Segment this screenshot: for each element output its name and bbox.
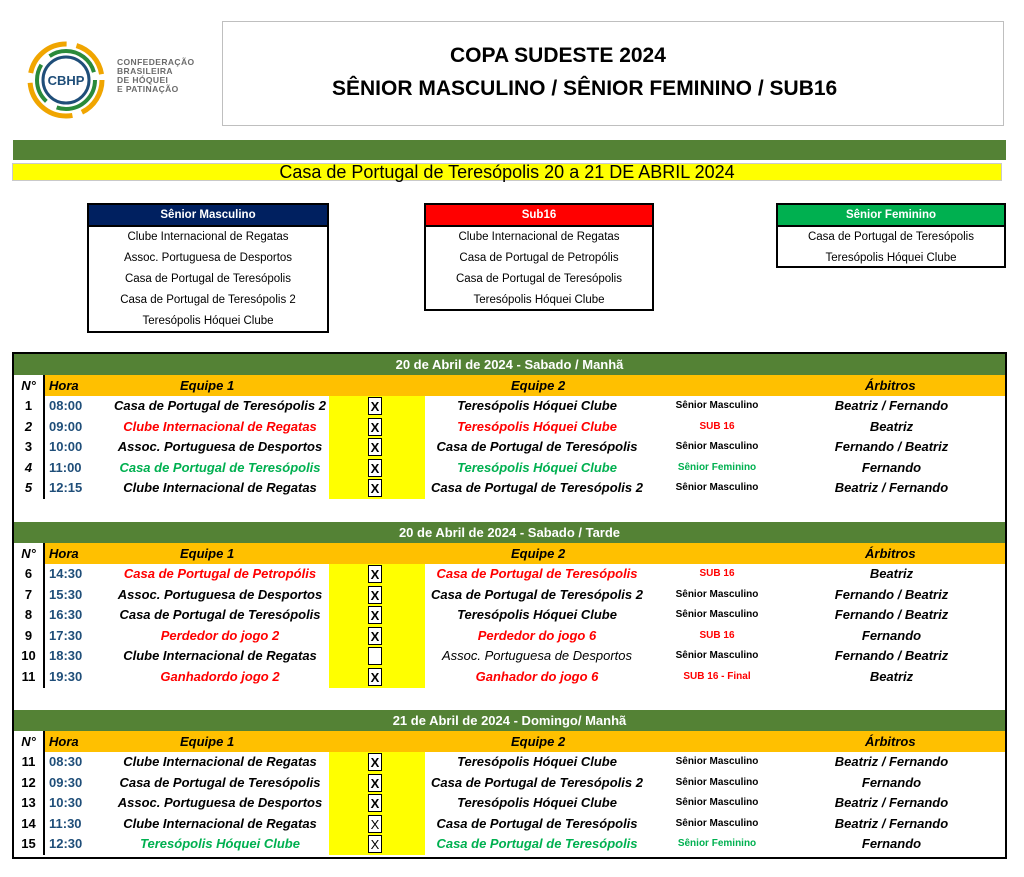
- column-no-header: N°: [14, 731, 45, 752]
- versus-mark: X: [368, 397, 382, 415]
- game-referees: Beatriz / Fernando: [834, 398, 949, 413]
- versus-mark: X: [368, 459, 382, 477]
- category-senior-masculino: [87, 203, 329, 333]
- logo-text: CONFEDERAÇÃO BRASILEIRA DE HÓQUEI E PATINAÇÃO: [117, 57, 195, 94]
- title-box: [222, 21, 1004, 126]
- game-category: Sênior Masculino: [675, 609, 759, 621]
- game-referees: Beatriz / Fernando: [834, 795, 949, 811]
- game-referees: Beatriz: [869, 566, 914, 581]
- game-time: 08:00: [49, 398, 83, 413]
- game-number: 8: [14, 605, 45, 626]
- section-header: 20 de Abril de 2024 - Sabado / Manhã: [14, 354, 1005, 375]
- game-time: 16:30: [49, 607, 83, 623]
- game-referees: Fernando / Beatriz: [834, 607, 949, 623]
- versus-mark: X: [368, 668, 382, 686]
- category-title: Sênior Masculino: [89, 205, 327, 227]
- game-row: [14, 834, 1005, 855]
- game-time: 19:30: [49, 669, 83, 684]
- game-number: 10: [14, 646, 45, 667]
- column-header-row: [14, 731, 1005, 752]
- category-senior-feminino: [776, 203, 1006, 268]
- game-time: 14:30: [49, 566, 83, 581]
- category-title: Sênior Feminino: [778, 205, 1004, 227]
- game-row: [14, 585, 1005, 606]
- game-time: 11:00: [49, 459, 82, 475]
- team1-name: Casa de Portugal de Teresópolis: [119, 459, 321, 475]
- game-category: Sênior Feminino: [677, 838, 757, 850]
- team2-name: Assoc. Portuguesa de Desportos: [441, 648, 633, 664]
- column-header-row: [14, 543, 1005, 564]
- team2-name: Casa de Portugal de Teresópolis 2: [431, 586, 643, 602]
- column-team1-header: Equipe 1: [180, 378, 235, 393]
- team2-name: Casa de Portugal de Teresópolis: [436, 815, 638, 831]
- game-number: 9: [14, 626, 45, 647]
- team1-name: Teresópolis Hóquei Clube: [140, 836, 300, 852]
- versus-mark: X: [368, 565, 382, 583]
- game-category: Sênior Masculino: [675, 588, 759, 600]
- game-category: SUB 16: [699, 629, 735, 641]
- column-referees-header: Árbitros: [865, 734, 916, 749]
- page-subtitle: SÊNIOR MASCULINO / SÊNIOR FEMININO / SUB16: [332, 77, 838, 100]
- team2-name: Perdedor do jogo 6: [477, 627, 597, 643]
- team2-name: Teresópolis Hóquei Clube: [457, 459, 617, 475]
- game-category: Sênior Masculino: [675, 400, 759, 411]
- section-header: 21 de Abril de 2024 - Domingo/ Manhã: [14, 710, 1005, 731]
- team2-name: Teresópolis Hóquei Clube: [457, 607, 617, 623]
- game-row: [14, 646, 1005, 667]
- versus-mark: X: [368, 586, 382, 604]
- game-referees: Fernando / Beatriz: [834, 648, 949, 664]
- team1-name: Clube Internacional de Regatas: [123, 480, 317, 496]
- column-time-header: Hora: [49, 546, 79, 561]
- team2-name: Casa de Portugal de Teresópolis: [436, 439, 638, 455]
- game-row: [14, 396, 1005, 417]
- game-number: 1: [14, 396, 45, 417]
- versus-mark: X: [368, 774, 382, 792]
- game-number: 5: [14, 478, 45, 499]
- column-team1-header: Equipe 1: [180, 546, 235, 561]
- category-team: Teresópolis Hóquei Clube: [825, 252, 957, 264]
- column-header-row: [14, 375, 1005, 396]
- game-row: [14, 478, 1005, 499]
- game-referees: Fernando / Beatriz: [834, 586, 949, 602]
- team2-name: Teresópolis Hóquei Clube: [457, 795, 617, 811]
- category-team: Casa de Portugal de Teresópolis: [807, 231, 974, 243]
- venue-banner: Casa de Portugal de Teresópolis 20 a 21 DE ABRIL 2024: [12, 163, 1002, 181]
- column-referees-header: Árbitros: [865, 546, 916, 561]
- team2-name: Ganhador do jogo 6: [475, 669, 599, 684]
- category-team: Casa de Portugal de Teresópolis: [455, 273, 622, 285]
- column-no-header: N°: [14, 375, 45, 396]
- game-time: 09:30: [49, 774, 83, 790]
- team2-name: Casa de Portugal de Teresópolis: [436, 566, 638, 581]
- category-team: Casa de Portugal de Teresópolis 2: [120, 294, 296, 306]
- team1-name: Ganhadordo jogo 2: [160, 669, 280, 684]
- schedule-table: [12, 352, 1007, 859]
- game-row: [14, 667, 1005, 688]
- column-referees-header: Árbitros: [865, 378, 916, 393]
- versus-mark: [368, 647, 382, 665]
- team1-name: Clube Internacional de Regatas: [123, 648, 317, 664]
- team2-name: Teresópolis Hóquei Clube: [457, 418, 617, 434]
- game-row: [14, 458, 1005, 479]
- team2-name: Casa de Portugal de Teresópolis: [436, 836, 638, 852]
- game-category: Sênior Masculino: [675, 797, 759, 809]
- game-row: [14, 752, 1005, 773]
- column-time-header: Hora: [49, 734, 79, 749]
- category-team: Casa de Portugal de Petropólis: [459, 252, 619, 264]
- versus-mark: X: [368, 753, 382, 771]
- game-referees: Fernando / Beatriz: [834, 439, 949, 455]
- game-referees: Fernando: [861, 627, 922, 643]
- versus-mark: X: [368, 794, 382, 812]
- team1-name: Casa de Portugal de Teresópolis: [119, 774, 321, 790]
- versus-mark: X: [368, 627, 382, 645]
- team2-name: Teresópolis Hóquei Clube: [457, 398, 617, 413]
- section-header: 20 de Abril de 2024 - Sabado / Tarde: [14, 522, 1005, 543]
- game-referees: Beatriz: [869, 418, 914, 434]
- team1-name: Clube Internacional de Regatas: [123, 418, 317, 434]
- game-row: [14, 437, 1005, 458]
- game-number: 4: [14, 458, 45, 479]
- game-number: 15: [14, 834, 45, 855]
- column-time-header: Hora: [49, 378, 79, 393]
- green-divider: [13, 140, 1006, 160]
- column-team2-header: Equipe 2: [511, 734, 566, 749]
- game-category: Sênior Feminino: [677, 461, 757, 473]
- versus-mark: X: [368, 438, 382, 456]
- column-team2-header: Equipe 2: [511, 546, 566, 561]
- versus-mark: X: [368, 479, 382, 497]
- game-row: [14, 605, 1005, 626]
- versus-mark: X: [368, 606, 382, 624]
- team1-name: Clube Internacional de Regatas: [123, 815, 317, 831]
- team2-name: Teresópolis Hóquei Clube: [457, 754, 617, 769]
- game-row: [14, 773, 1005, 794]
- game-time: 18:30: [49, 648, 83, 664]
- game-time: 12:15: [49, 480, 83, 496]
- game-category: SUB 16 - Final: [683, 671, 751, 682]
- category-team: Clube Internacional de Regatas: [458, 231, 620, 243]
- team1-name: Casa de Portugal de Petropólis: [123, 566, 317, 581]
- game-category: Sênior Masculino: [675, 756, 759, 767]
- category-team: Clube Internacional de Regatas: [127, 231, 289, 243]
- team1-name: Clube Internacional de Regatas: [123, 754, 317, 769]
- game-row: [14, 814, 1005, 835]
- game-referees: Fernando: [861, 836, 922, 852]
- game-referees: Beatriz: [869, 669, 914, 684]
- game-row: [14, 626, 1005, 647]
- game-row: [14, 417, 1005, 438]
- game-time: 17:30: [49, 627, 83, 643]
- game-number: 2: [14, 417, 45, 438]
- game-category: Sênior Masculino: [675, 776, 759, 788]
- section-spacer: [14, 688, 1005, 708]
- game-category: SUB 16: [699, 420, 735, 432]
- team1-name: Casa de Portugal de Teresópolis 2: [114, 398, 326, 413]
- game-referees: Beatriz / Fernando: [834, 754, 949, 769]
- category-sub16: [424, 203, 654, 311]
- category-title: Sub16: [426, 205, 652, 227]
- game-time: 10:30: [49, 795, 83, 811]
- game-number: 7: [14, 585, 45, 606]
- game-time: 12:30: [49, 836, 83, 852]
- game-time: 11:30: [49, 815, 82, 831]
- game-number: 12: [14, 773, 45, 794]
- column-team1-header: Equipe 1: [180, 734, 235, 749]
- team1-name: Assoc. Portuguesa de Desportos: [117, 795, 323, 811]
- game-number: 11: [14, 667, 45, 688]
- game-category: Sênior Masculino: [675, 482, 759, 494]
- category-team: Teresópolis Hóquei Clube: [473, 294, 605, 306]
- game-referees: Fernando: [861, 774, 922, 790]
- team1-name: Perdedor do jogo 2: [160, 627, 280, 643]
- category-team: Teresópolis Hóquei Clube: [142, 315, 274, 327]
- column-no-header: N°: [14, 543, 45, 564]
- game-referees: Beatriz / Fernando: [834, 480, 949, 496]
- versus-mark: X: [368, 835, 382, 853]
- game-number: 14: [14, 814, 45, 835]
- game-row: [14, 564, 1005, 585]
- game-category: Sênior Masculino: [675, 817, 759, 829]
- game-category: Sênior Masculino: [675, 650, 759, 662]
- category-team: Casa de Portugal de Teresópolis: [124, 273, 291, 285]
- versus-mark: X: [368, 815, 382, 833]
- page-title: COPA SUDESTE 2024: [450, 44, 666, 67]
- game-category: Sênior Masculino: [675, 441, 759, 453]
- logo-abbr: CBHP: [47, 73, 85, 88]
- game-referees: Fernando: [861, 459, 922, 475]
- team1-name: Assoc. Portuguesa de Desportos: [117, 439, 323, 455]
- versus-mark: X: [368, 418, 382, 436]
- game-number: 6: [14, 564, 45, 585]
- section-spacer: [14, 499, 1005, 519]
- game-time: 15:30: [49, 586, 83, 602]
- game-time: 10:00: [49, 439, 83, 455]
- team1-name: Casa de Portugal de Teresópolis: [119, 607, 321, 623]
- team2-name: Casa de Portugal de Teresópolis 2: [431, 480, 643, 496]
- game-number: 11: [14, 752, 45, 773]
- team2-name: Casa de Portugal de Teresópolis 2: [431, 774, 643, 790]
- cbhp-logo: [26, 40, 106, 120]
- game-referees: Beatriz / Fernando: [834, 815, 949, 831]
- game-time: 08:30: [49, 754, 83, 769]
- category-team: Assoc. Portuguesa de Desportos: [123, 252, 293, 264]
- game-time: 09:00: [49, 418, 83, 434]
- game-category: SUB 16: [699, 568, 735, 579]
- game-number: 3: [14, 437, 45, 458]
- game-number: 13: [14, 793, 45, 814]
- game-row: [14, 793, 1005, 814]
- team1-name: Assoc. Portuguesa de Desportos: [117, 586, 323, 602]
- column-team2-header: Equipe 2: [511, 378, 566, 393]
